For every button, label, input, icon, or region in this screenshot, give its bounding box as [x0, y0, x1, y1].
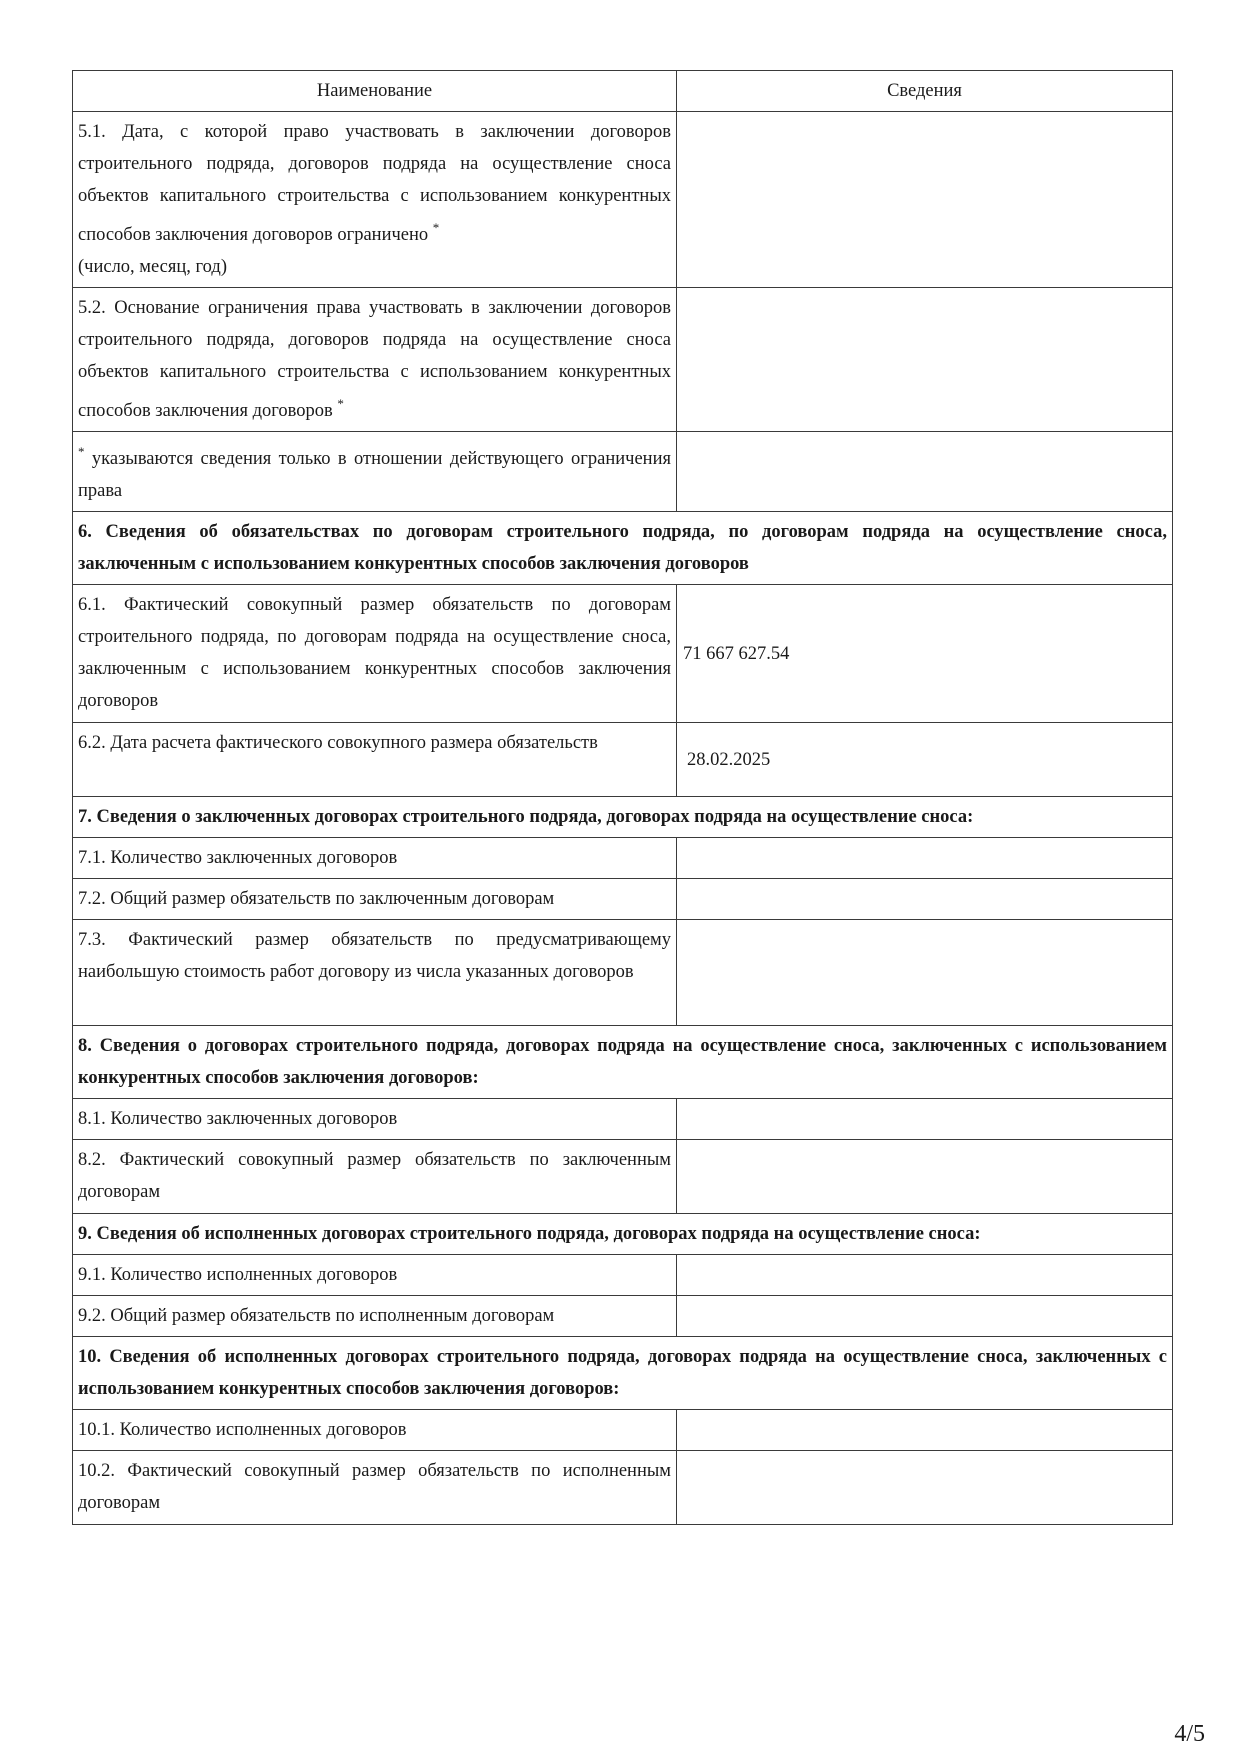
row-label-8-1: 8.1. Количество заключенных договоров: [73, 1099, 677, 1140]
table-row: [73, 112, 1173, 288]
table-row: [73, 585, 1173, 723]
section-title-9: 9. Сведения об исполненных договорах строительного подряда, договорах подряда на осуществление сноса:: [73, 1214, 1173, 1255]
row-value-10-2: [677, 1451, 1173, 1525]
row-value-7-3: [677, 920, 1173, 1026]
section-row-10: [73, 1337, 1173, 1410]
row-value-9-2: [677, 1296, 1173, 1337]
row-value-10-1: [677, 1410, 1173, 1451]
row-value-8-1: [677, 1099, 1173, 1140]
table-row: [73, 1410, 1173, 1451]
row-label-7-2: 7.2. Общий размер обязательств по заключенным договорам: [73, 879, 677, 920]
table-row: [73, 723, 1173, 797]
table-row: [73, 879, 1173, 920]
row-value-5-1: [677, 112, 1173, 288]
table-row: [73, 1451, 1173, 1525]
row-label-5-1: 5.1. Дата, с которой право участвовать в заключении договоров строительного подряда, договоров подряда на осуществление сноса объектов капитального строительства с использованием конкурентных способов заключения договоров ограничено * (число, месяц, год): [73, 112, 677, 288]
column-header-info: Сведения: [677, 71, 1173, 112]
section-row-6: [73, 512, 1173, 585]
section-row-8: [73, 1026, 1173, 1099]
row-label-9-1: 9.1. Количество исполненных договоров: [73, 1255, 677, 1296]
row-value-6-2: 28.02.2025: [677, 723, 1173, 797]
section-title-7: 7. Сведения о заключенных договорах строительного подряда, договорах подряда на осуществление сноса:: [73, 797, 1173, 838]
row-value-8-2: [677, 1140, 1173, 1214]
row-value-6-1: 71 667 627.54: [677, 585, 1173, 723]
footnote-mark: *: [432, 220, 440, 235]
table-row: [73, 1099, 1173, 1140]
section-row-9: [73, 1214, 1173, 1255]
section-title-10: 10. Сведения об исполненных договорах строительного подряда, договорах подряда на осуществление сноса, заключенных с использованием конкурентных способов заключения договоров:: [73, 1337, 1173, 1410]
row-value-7-1: [677, 838, 1173, 879]
section-title-6: 6. Сведения об обязательствах по договорам строительного подряда, по договорам подряда на осуществление сноса, заключенным с использованием конкурентных способов заключения договоров: [73, 512, 1173, 585]
table-row: [73, 288, 1173, 432]
row-label-5-2: 5.2. Основание ограничения права участвовать в заключении договоров строительного подряда, договоров подряда на осуществление сноса объектов капитального строительства с использованием конкурентных способов заключения договоров *: [73, 288, 677, 432]
section-row-7: [73, 797, 1173, 838]
table-row: [73, 920, 1173, 1026]
row-label-7-1: 7.1. Количество заключенных договоров: [73, 838, 677, 879]
row-label-7-3: 7.3. Фактический размер обязательств по предусматривающему наибольшую стоимость работ договору из числа указанных договоров: [73, 920, 677, 1026]
table-row: [73, 432, 1173, 512]
footnote-mark: *: [337, 396, 344, 411]
footnote-mark: *: [78, 444, 85, 459]
column-header-name: Наименование: [73, 71, 677, 112]
row-value-9-1: [677, 1255, 1173, 1296]
row-label-10-1: 10.1. Количество исполненных договоров: [73, 1410, 677, 1451]
row-label-8-2: 8.2. Фактический совокупный размер обязательств по заключенным договорам: [73, 1140, 677, 1214]
row-value-note: [677, 432, 1173, 512]
table-row: [73, 1296, 1173, 1337]
row-value-7-2: [677, 879, 1173, 920]
row-value-5-2: [677, 288, 1173, 432]
row-label-6-2: 6.2. Дата расчета фактического совокупного размера обязательств: [73, 723, 677, 797]
info-table: [72, 70, 1173, 1525]
page-number: 4/5: [1174, 1721, 1205, 1747]
row-label-9-2: 9.2. Общий размер обязательств по исполненным договорам: [73, 1296, 677, 1337]
table-row: [73, 1140, 1173, 1214]
table-header-row: [73, 71, 1173, 112]
table-row: [73, 1255, 1173, 1296]
table-row: [73, 838, 1173, 879]
section-title-8: 8. Сведения о договорах строительного подряда, договорах подряда на осуществление сноса, заключенных с использованием конкурентных способов заключения договоров:: [73, 1026, 1173, 1099]
row-label-10-2: 10.2. Фактический совокупный размер обязательств по исполненным договорам: [73, 1451, 677, 1525]
footnote-text: * указываются сведения только в отношении действующего ограничения права: [73, 432, 677, 512]
row-label-6-1: 6.1. Фактический совокупный размер обязательств по договорам строительного подряда, по договорам подряда на осуществление сноса, заключенным с использованием конкурентных способов заключения договоров: [73, 585, 677, 723]
